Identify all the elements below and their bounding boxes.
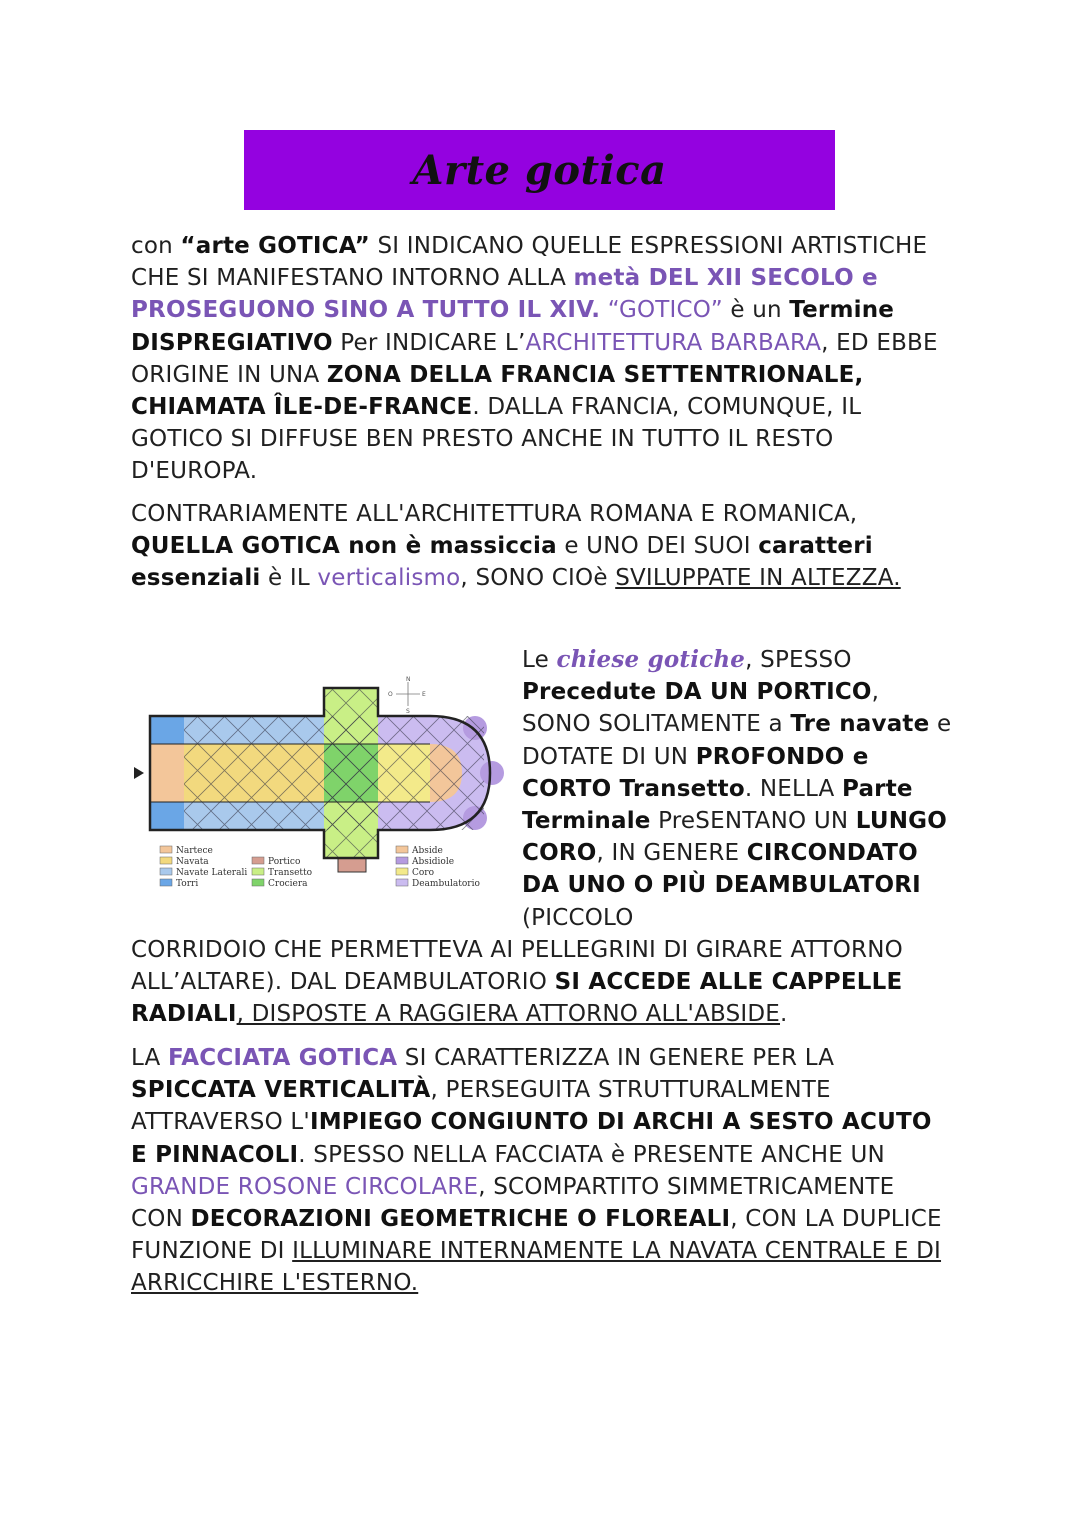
text-run: PROFONDO e CORTO Transetto — [522, 743, 869, 802]
text-run: SI ACCEDE ALLE CAPPELLE RADIALI — [131, 969, 903, 1028]
text-run: , IN GENERE — [596, 840, 747, 867]
title-banner — [244, 130, 835, 210]
text-run: Parte Terminale — [522, 775, 913, 835]
text-run: , PERSEGUITA STRUTTURALMENTE ATTRAVERSO L' — [131, 1077, 831, 1136]
cathedral-floor-plan-diagram — [130, 676, 510, 906]
text-run: e UNO DEI SUOI — [556, 533, 759, 560]
legend-label: Navate Laterali — [176, 868, 248, 878]
text-run: ILLUMINARE INTERNAMENTE LA NAVATA CENTRALE E DI ARRICCHIRE L'ESTERNO. — [131, 1238, 942, 1297]
text-run: è IL — [260, 565, 318, 592]
text-run: e DOTATE DI UN — [522, 711, 952, 770]
text-run: metà DEL XII SECOLO e PROSEGUONO SINO A TUTTO IL XIV. — [131, 265, 878, 324]
text-run: . SPESSO NELLA FACCIATA è PRESENTE ANCHE UN — [298, 1141, 885, 1168]
entrance-arrow-icon — [134, 767, 144, 779]
text-run — [600, 297, 608, 323]
text-run: verticalismo — [317, 565, 461, 592]
text-run: , SPESSO — [745, 647, 852, 673]
legend-label: Torri — [176, 879, 199, 889]
text-run: caratteri essenziali — [131, 533, 873, 592]
legend-label: Navata — [176, 857, 209, 867]
legend-label: Coro — [412, 868, 435, 878]
paragraph-verticalism — [131, 498, 946, 595]
text-run: , SCOMPARTITO SIMMETRICAMENTE CON — [131, 1173, 895, 1233]
text-run: LUNGO CORO — [522, 808, 947, 867]
text-run: CIRCONDATO DA UNO O PIÙ DEAMBULATORI — [522, 840, 921, 899]
tower-top — [150, 716, 184, 744]
text-run: SI INDICANO QUELLE ESPRESSIONI ARTISTICHE CHE SI MANIFESTANO INTORNO ALLA — [131, 233, 928, 292]
text-run: ZONA DELLA FRANCIA SETTENTRIONALE, CHIAMATA ÎLE-DE-FRANCE — [131, 361, 864, 421]
legend-label: Absidiole — [412, 857, 455, 867]
tower-bottom — [150, 802, 184, 830]
paragraph-facade — [131, 1042, 946, 1300]
paragraph-intro — [131, 230, 946, 488]
text-run: IMPIEGO CONGIUNTO DI ARCHI A SESTO ACUTO E PINNACOLI — [131, 1109, 932, 1168]
legend-label: Portico — [268, 857, 301, 867]
text-run: , CON LA DUPLICE FUNZIONE DI — [131, 1206, 942, 1265]
compass-label: E — [422, 691, 426, 698]
page-title: Arte gotica — [412, 146, 667, 194]
text-run: CONTRARIAMENTE ALL'ARCHITETTURA ROMANA E ROMANICA, — [131, 501, 858, 527]
plan-legend — [160, 846, 480, 889]
text-run: SVILUPPATE IN ALTEZZA. — [615, 565, 901, 592]
text-run: , SONO SOLITAMENTE a — [522, 679, 880, 738]
text-run: SI CARATTERIZZA IN GENERE PER LA — [397, 1045, 835, 1071]
compass-label: O — [388, 691, 393, 698]
text-run: Termine DISPREGIATIVO — [131, 297, 895, 356]
text-run: con — [131, 233, 181, 259]
text-run: , SONO CIOè — [460, 565, 616, 592]
legend-label: Deambulatorio — [412, 879, 480, 889]
text-run: (PICCOLO — [522, 904, 634, 931]
text-run: “arte GOTICA” — [180, 233, 370, 259]
text-run: Tre navate — [790, 711, 930, 738]
portico — [338, 858, 366, 872]
compass-rose-icon — [388, 676, 426, 715]
legend-label: Transetto — [268, 868, 313, 878]
text-run: ARCHITETTURA BARBARA — [525, 329, 822, 356]
text-run: FACCIATA GOTICA — [168, 1045, 398, 1071]
text-run: DECORAZIONI GEOMETRICHE O FLOREALI — [190, 1206, 731, 1233]
compass-label: N — [406, 676, 411, 683]
text-run: “GOTICO” — [607, 297, 723, 324]
narthex — [150, 744, 184, 802]
legend-label: Abside — [412, 846, 443, 856]
text-run: QUELLA GOTICA non è massiccia — [131, 533, 557, 560]
compass-label: S — [406, 708, 410, 715]
legend-label: Nartece — [176, 846, 213, 856]
paragraph-gothic-churches — [522, 644, 952, 934]
text-run: chiese gotiche — [556, 646, 746, 673]
text-run: Per INDICARE L’ — [332, 329, 526, 356]
text-run: PreSENTANO UN — [650, 808, 856, 835]
paragraph-ambulatory — [131, 934, 946, 1031]
text-run: Le — [522, 647, 557, 673]
text-run: , ED EBBE ORIGINE IN UNA — [131, 329, 938, 388]
text-run: SPICCATA VERTICALITÀ — [131, 1077, 431, 1104]
text-run: CORRIDOIO CHE PERMETTEVA AI PELLEGRINI DI GIRARE ATTORNO ALL’ALTARE). DAL DEAMBULATORIO — [131, 937, 903, 996]
text-run: , DISPOSTE A RAGGIERA ATTORNO ALL'ABSIDE — [236, 1001, 781, 1028]
text-run: . NELLA — [744, 775, 843, 802]
text-run: Precedute DA UN PORTICO — [522, 679, 872, 706]
text-run: . DALLA FRANCIA, COMUNQUE, IL GOTICO SI DIFFUSE BEN PRESTO ANCHE IN TUTTO IL RESTO D'EUROPA. — [131, 394, 862, 485]
legend-label: Crociera — [268, 879, 308, 889]
text-run: . — [780, 1001, 788, 1028]
transept-vault-ribs — [324, 688, 378, 858]
text-run: GRANDE ROSONE CIRCOLARE — [131, 1173, 479, 1200]
text-run: LA — [131, 1045, 168, 1071]
text-run: è un — [722, 297, 790, 324]
